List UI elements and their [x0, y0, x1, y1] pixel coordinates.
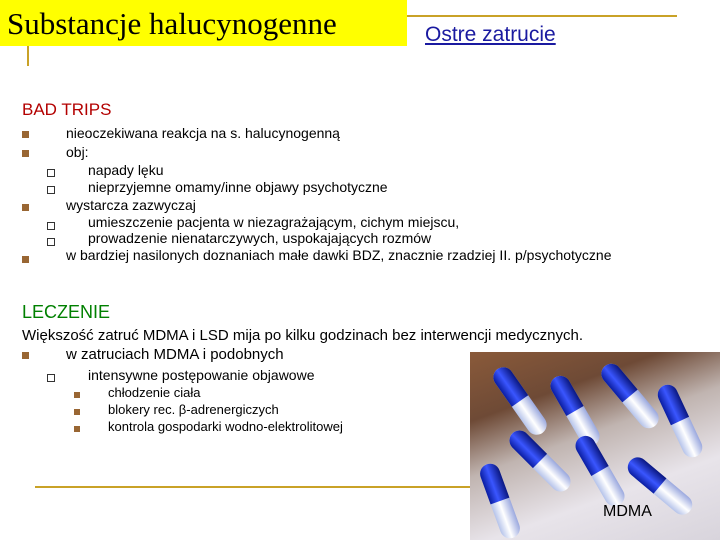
bullet-square-icon: [74, 426, 80, 432]
capsule-icon: [547, 372, 603, 450]
capsule-icon: [654, 381, 705, 460]
list-item: blokery rec. β-adrenergiczych: [108, 402, 279, 417]
list-item: intensywne postępowanie objawowe: [88, 367, 315, 383]
capsule-icon: [597, 360, 662, 433]
title-tick: [27, 46, 29, 66]
list-item: prowadzenie nienatarczywych, uspokajających rozmów: [88, 230, 432, 246]
image-caption: MDMA: [603, 503, 652, 520]
list-item: kontrola gospodarki wodno-elektrolitowej: [108, 419, 343, 434]
bullet-hollow-square-icon: [47, 186, 55, 194]
list-item: wystarcza zazwyczaj: [66, 197, 196, 213]
bullet-hollow-square-icon: [47, 169, 55, 177]
bullet-square-icon: [22, 204, 29, 211]
list-item: obj:: [66, 144, 89, 160]
bullet-square-icon: [22, 256, 29, 263]
list-item: umieszczenie pacjenta w niezagrażającym, cichym miejscu,: [88, 214, 460, 230]
slide-title: Substancje halucynogenne: [7, 6, 337, 41]
bad-trips-heading: BAD TRIPS: [22, 100, 112, 119]
list-item: napady lęku: [88, 162, 164, 178]
list-item: chłodzenie ciała: [108, 385, 201, 400]
list-item: w bardziej nasilonych doznaniach małe dawki BDZ, znacznie rzadziej II. p/psychotyczne: [66, 247, 612, 263]
list-item: nieoczekiwana reakcja na s. halucynogenną: [66, 125, 340, 141]
capsule-icon: [477, 461, 522, 540]
list-item: w zatruciach MDMA i podobnych: [66, 346, 284, 363]
bullet-square-icon: [22, 131, 29, 138]
bullet-square-icon: [22, 352, 29, 359]
bullet-hollow-square-icon: [47, 374, 55, 382]
bullet-square-icon: [74, 392, 80, 398]
capsule-icon: [505, 426, 574, 495]
bullet-hollow-square-icon: [47, 238, 55, 246]
bullet-square-icon: [22, 150, 29, 157]
bullet-square-icon: [74, 409, 80, 415]
slide-subtitle: Ostre zatrucie: [425, 23, 556, 46]
title-rule: [407, 15, 677, 17]
leczenie-heading: LECZENIE: [22, 302, 111, 322]
leczenie-intro: Większość zatruć MDMA i LSD mija po kilku godzinach bez interwencji medycznych.: [22, 327, 584, 344]
list-item: nieprzyjemne omamy/inne objawy psychotyczne: [88, 179, 388, 195]
bottom-rule: [35, 486, 471, 488]
bullet-hollow-square-icon: [47, 222, 55, 230]
mdma-capsules-image: [470, 352, 720, 540]
capsule-icon: [572, 432, 628, 510]
capsule-icon: [489, 363, 550, 438]
